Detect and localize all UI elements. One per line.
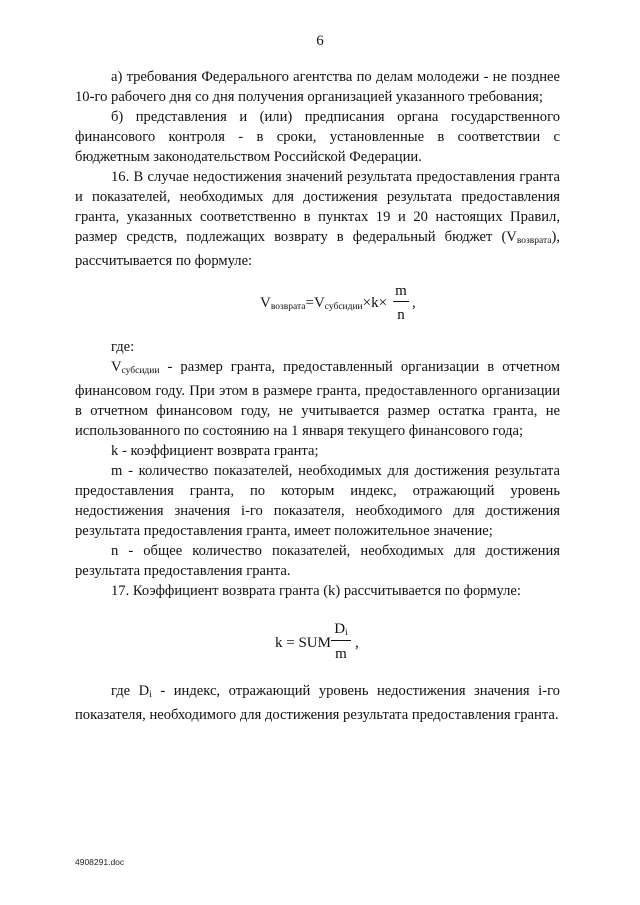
def-d-prefix: где D bbox=[111, 683, 150, 699]
formula-return-amount bbox=[75, 271, 560, 333]
definition-k: k - коэффициент возврата гранта; bbox=[111, 443, 319, 459]
formula-coefficient bbox=[75, 601, 560, 673]
formula-2-fraction bbox=[331, 619, 351, 663]
def-v-symbol: V bbox=[111, 359, 122, 375]
document-body bbox=[75, 67, 560, 725]
paragraph-a: а) требования Федерального агентства по делам молодежи - не позднее 10-го рабочего дня со дня получения организацией указанного требования; bbox=[75, 69, 560, 105]
formula-1-fraction bbox=[393, 281, 409, 321]
formula-2-denominator: m bbox=[335, 646, 347, 662]
definition-d bbox=[75, 681, 560, 725]
paragraph-17: 17. Коэффициент возврата гранта (k) рассчитывается по формуле: bbox=[111, 583, 521, 599]
formula-1-v2: V bbox=[313, 295, 325, 311]
formula-1-times1: × bbox=[362, 295, 372, 311]
document-filename: 4908291.doc bbox=[75, 857, 125, 867]
definition-m: m - количество показателей, необходимых для достижения результата предоставления гранта, по которым индекс, отражающий уровень недостижения значения i-го показателя, необходимого для достижения результата предоставления гранта, имеет положительное значение; bbox=[75, 463, 560, 539]
def-v-text: - размер гранта, предоставленный организации в отчетном финансовом году. При этом в размере гранта, предоставленного организации в отчетном финансовом году, не учитывается размер остатка гранта, не использованного по состоянию на 1 января текущего финансового года; bbox=[75, 359, 560, 439]
definition-v-subsidy bbox=[75, 357, 560, 441]
definition-n: n - общее количество показателей, необходимых для достижения результата предоставления гранта. bbox=[75, 543, 560, 579]
formula-2-comma: , bbox=[355, 635, 359, 651]
formula-1-k: k bbox=[371, 295, 379, 311]
paragraph-16 bbox=[75, 167, 560, 271]
paragraph-16-text: 16. В случае недостижения значений результата предоставления гранта и показателей, необходимых для достижения результата предоставления гранта, указанных соответственно в пунктах 19 и 20 настоящих Правил, размер средств, подлежащих возврату в федеральный бюджет (V bbox=[75, 169, 560, 245]
def-d-subscript: i bbox=[149, 690, 152, 700]
formula-1-denominator: n bbox=[397, 307, 405, 323]
formula-1-v: V bbox=[260, 295, 271, 311]
formula-1-expression bbox=[260, 293, 387, 317]
formula-1-eq: = bbox=[305, 295, 314, 311]
formula-1-fraction-bar bbox=[393, 301, 409, 302]
formula-1-numerator: m bbox=[395, 283, 407, 299]
formula-2-lhs: k = SUM bbox=[275, 635, 331, 651]
formula-1-v2-sub: субсидии bbox=[324, 302, 363, 312]
paragraph-b: б) представления и (или) предписания органа государственного финансового контроля - в сроки, установленные в соответствии с бюджетным законодательством Российской Федерации. bbox=[75, 109, 560, 165]
formula-2-fraction-bar bbox=[331, 640, 351, 641]
formula-1-times2: × bbox=[378, 295, 388, 311]
formula-2-numerator: $D_i$ bbox=[334, 621, 348, 638]
def-v-subscript: субсидии bbox=[121, 366, 160, 376]
formula-1-comma: , bbox=[412, 295, 416, 311]
formula-1-v-sub: возврата bbox=[270, 302, 306, 312]
paragraph-16-tail: ), рассчитывается по формуле: bbox=[75, 229, 560, 269]
paragraph-16-subscript: возврата bbox=[516, 236, 552, 246]
def-d-text: - индекс, отражающий уровень недостижения значения i-го показателя, необходимого для достижения результата предоставления гранта. bbox=[75, 683, 560, 723]
where-label: где: bbox=[111, 339, 135, 355]
page-number: 6 bbox=[316, 33, 324, 49]
